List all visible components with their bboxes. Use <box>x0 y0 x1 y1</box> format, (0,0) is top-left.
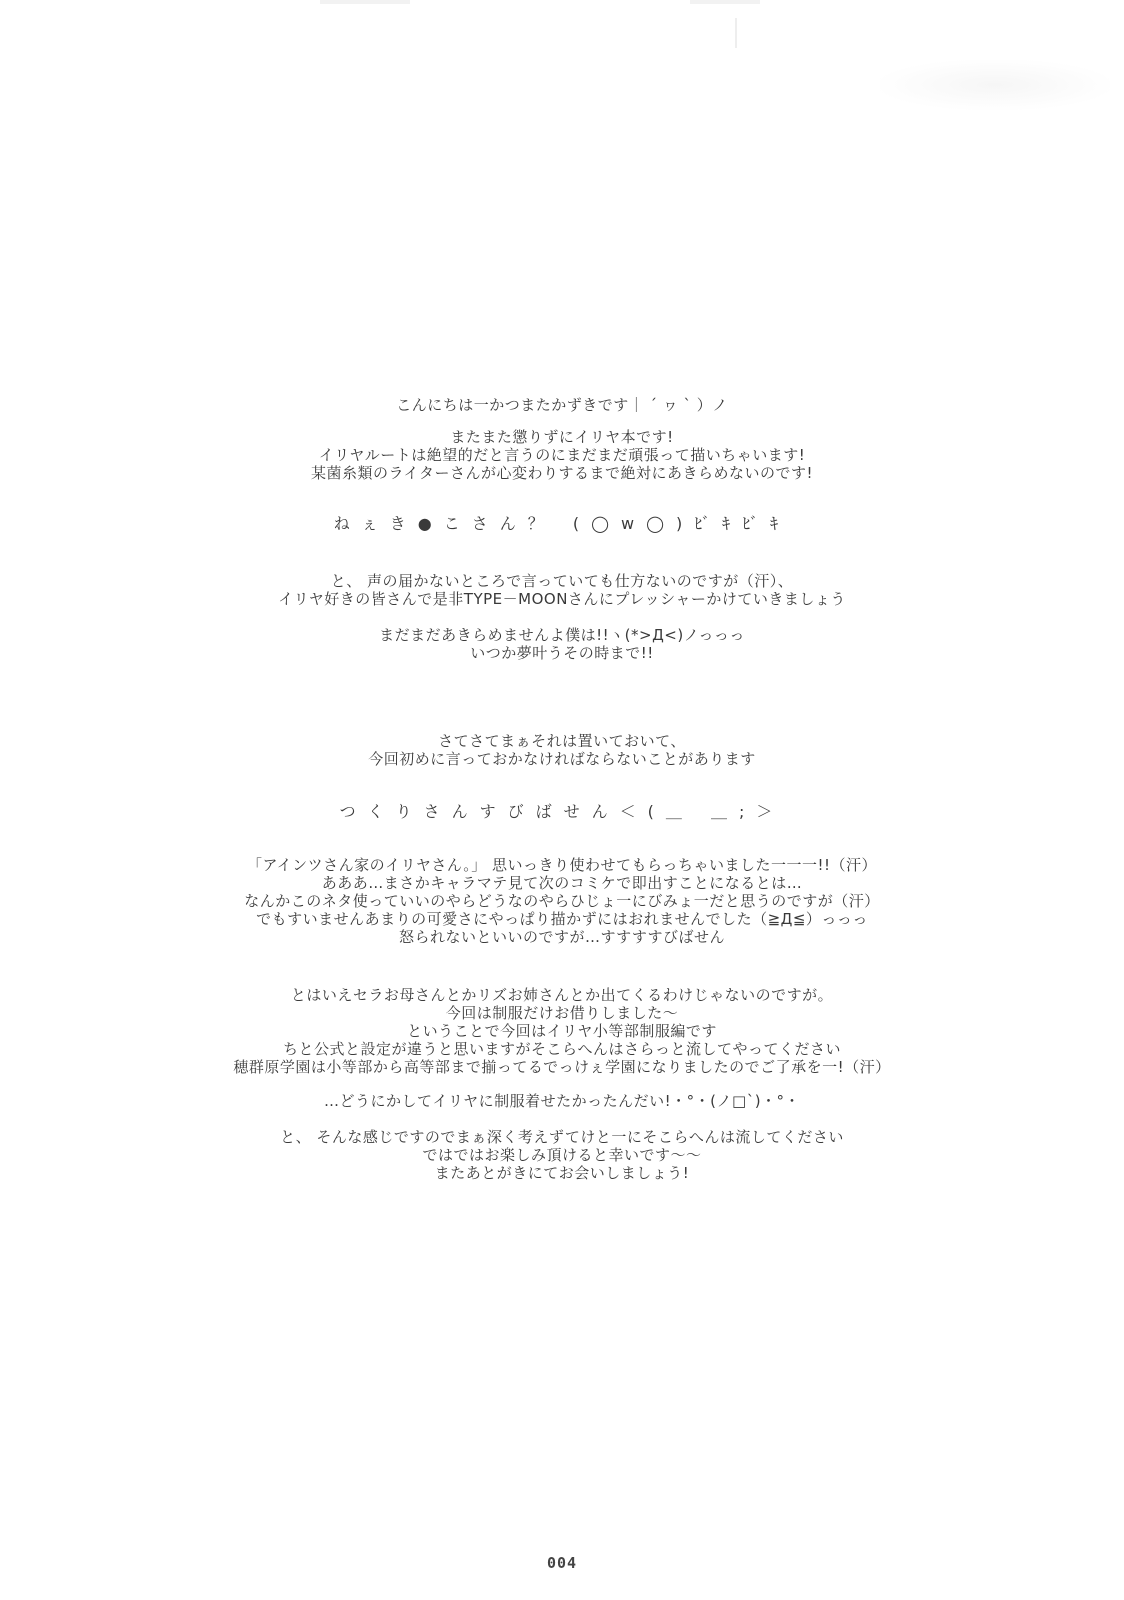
page-number: 004 <box>546 1554 578 1572</box>
body-line: …どうにかしてイリヤに制服着せたかったんだい!・°・(ノ□`)・°・ <box>323 1092 801 1110</box>
spaced-line: ねぇき●こさん？ (◯w◯)ﾋﾞｷﾋﾞｷ <box>333 514 791 533</box>
body-line: 穂群原学園は小等部から高等部まで揃ってるでっけぇ学園になりましたのでご了承を一!（汗） <box>233 1058 891 1076</box>
intro-line: またまた懲りずにイリヤ本です! <box>450 428 674 446</box>
body-line: と、 声の届かないところで言っていても仕方ないのですが（汗）、 <box>330 572 794 590</box>
intro-line: 某菌糸類のライターさんが心変わりするまで絶対にあきらめないのです! <box>310 464 814 482</box>
bleed-through-mark <box>735 18 737 48</box>
body-line: まだまだあきらめませんよ僕は!!ヽ(*>Д<)ノっっっ <box>379 626 745 644</box>
intro-line: イリヤルートは絶望的だと言うのにまだまだ頑張って描いちゃいます! <box>318 446 806 464</box>
bleed-through-mark <box>690 0 760 4</box>
body-line: イリヤ好きの皆さんで是非TYPE－MOONさんにプレッシャーかけていきましょう <box>278 590 846 608</box>
body-line: 「アインツさん家のイリヤさん。」 思いっきり使わせてもらっちゃいました一一一!!（汗） <box>246 856 878 874</box>
body-line: と、 そんな感じですのでまぁ深く考えずてけと一にそこらへんは流してください <box>280 1128 844 1146</box>
greeting-line: こんにちは一かつまたかずきです｜ ´ ヮ ` ）ノ <box>396 396 728 414</box>
body-line: でもすいませんあまりの可愛さにやっぱり描かずにはおれませんでした（≧Д≦）っっっ <box>256 910 868 928</box>
body-line: 今回は制服だけお借りしました～ <box>445 1004 679 1022</box>
body-line: 今回初めに言っておかなければならないことがあります <box>368 750 756 768</box>
body-line: とはいえセラお母さんとかリズお姉さんとか出てくるわけじゃないのですが。 <box>290 986 834 1004</box>
body-line: あああ…まさかキャラマテ見て次のコミケで即出すことになるとは… <box>321 874 803 892</box>
spaced-line: つくりさんすびばせん＜(＿ ＿;＞ <box>339 802 785 821</box>
body-line: なんかこのネタ使っていいのやらどうなのやらひじょ一にびみょ一だと思うのですが（汗） <box>244 892 880 910</box>
body-line: いつか夢叶うその時まで!! <box>470 644 654 662</box>
body-line: ということで今回はイリヤ小等部制服編です <box>407 1022 717 1040</box>
bleed-through-mark <box>320 0 410 4</box>
body-line: ちと公式と設定が違うと思いますがそこらへんはさらっと流してやってください <box>282 1040 841 1058</box>
body-line: さてさてまぁそれは置いておいて、 <box>438 732 686 750</box>
body-line: またあとがきにてお会いしましょう! <box>434 1164 690 1182</box>
body-line: 怒られないといいのですが…すすすすびばせん <box>399 928 725 946</box>
body-line: ではではお楽しみ頂けると幸いです～～ <box>422 1146 702 1164</box>
bleed-through-mark <box>880 60 1110 110</box>
